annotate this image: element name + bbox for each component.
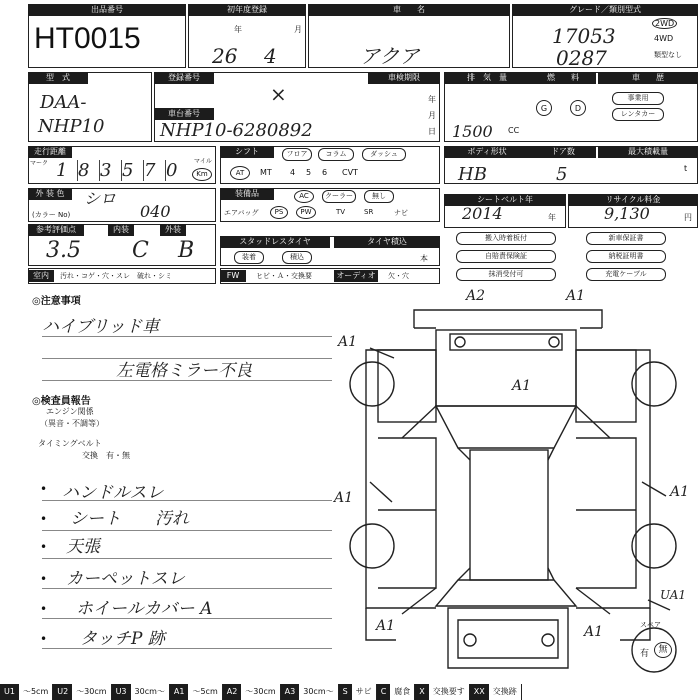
load-unit: t xyxy=(684,164,688,173)
grade-label: グレード／類別型式 xyxy=(512,4,698,16)
exterior-color: シロ xyxy=(84,189,117,208)
engine-sub: （異音・不調等） xyxy=(40,419,104,428)
fuel-label: 燃 料 xyxy=(530,72,596,84)
legend-value: 30cm～ xyxy=(299,684,338,700)
score-label: 参考評価点 xyxy=(28,224,84,236)
legend-key: U2 xyxy=(53,684,72,700)
rear-hatch xyxy=(448,608,568,668)
audio-cond: 欠・穴 xyxy=(388,272,409,280)
windshield xyxy=(436,406,576,448)
equip-airbag: エアバッグ xyxy=(224,209,259,217)
cc-unit: CC xyxy=(508,126,520,135)
remark-line: ハンドルスレ xyxy=(62,483,164,503)
audio-label: オーディオ xyxy=(334,270,378,282)
chassis-number: NHP10-6280892 xyxy=(160,120,313,141)
month-unit: 月 xyxy=(294,25,302,34)
recycle-label: リサイクル料金 xyxy=(568,194,698,206)
timing-label: タイミングベルト xyxy=(38,439,102,448)
legend-key: C xyxy=(377,684,391,700)
model-line1: DAA- xyxy=(40,92,87,113)
legend-key: A1 xyxy=(170,684,189,700)
mileage-digit: 0 xyxy=(166,160,178,181)
equip-navi: ナビ xyxy=(394,209,408,217)
color-code: 040 xyxy=(140,202,171,221)
plate-label: 登録番号 xyxy=(154,72,214,84)
damage-legend xyxy=(0,684,700,700)
type-number: 0287 xyxy=(556,46,607,70)
km-unit: Km xyxy=(192,168,212,181)
equip-tv: TV xyxy=(336,208,346,216)
inspect-day: 日 xyxy=(428,127,436,136)
chassis-label: 車台番号 xyxy=(154,108,214,120)
spare-no: 無 xyxy=(654,642,672,658)
disp-label: 排 気 量 xyxy=(444,72,530,84)
equip-label: 装備品 xyxy=(220,188,274,200)
hood xyxy=(436,330,576,406)
belt-year: 2014 xyxy=(462,204,503,223)
timing-sub: 交換 有・無 xyxy=(82,451,130,460)
shift-floor: フロア xyxy=(282,148,312,161)
plate-mark: × xyxy=(270,82,287,106)
displacement: 1500 xyxy=(452,122,493,141)
tire-unit: 本 xyxy=(420,254,428,263)
shift-mt: MT xyxy=(260,168,272,177)
tire-label: タイヤ積込 xyxy=(334,236,440,248)
inspect-year: 年 xyxy=(428,95,436,104)
doc-warranty: 新車保証書 xyxy=(586,232,666,245)
legend-value: ～30cm xyxy=(241,684,280,700)
interior-cond-label: 室内 xyxy=(28,270,54,282)
shift-5: 5 xyxy=(306,168,312,177)
doc-deregistration: 抹消受付可 xyxy=(456,268,556,281)
legend-key: S xyxy=(339,684,352,700)
fuel-diesel: D xyxy=(570,100,586,116)
equip-cooler: クーラー xyxy=(322,190,356,203)
shift-cvt: CVT xyxy=(342,168,358,177)
yen-unit: 円 xyxy=(684,213,692,222)
wheel-rear-right xyxy=(632,524,676,568)
shift-4: 4 xyxy=(290,168,296,177)
note-rule xyxy=(42,558,332,559)
equip-ac: AC xyxy=(294,190,314,203)
damage-mark-left-fender: A1 xyxy=(338,334,358,350)
caution-line: ハイブリッド車 xyxy=(42,317,160,337)
color-code-label: (カラー No) xyxy=(32,211,71,219)
mile-label: マイル xyxy=(194,158,212,165)
wheel-front-left xyxy=(350,362,394,406)
interior-grade: C xyxy=(132,238,149,263)
stud-label: スタッドレスタイヤ xyxy=(220,236,330,248)
color-label: 外 装 色 xyxy=(28,188,72,200)
note-rule xyxy=(42,648,332,649)
belt-label: シートベルト年 xyxy=(444,194,566,206)
exterior-label: 外装 xyxy=(160,224,186,236)
load-label: 最大積載量 xyxy=(598,146,698,158)
wheel-rear-left xyxy=(350,524,394,568)
bullet: • xyxy=(40,540,48,554)
engine-label: エンジン関係 xyxy=(46,407,94,416)
legend-value: 30cm～ xyxy=(131,684,170,700)
note-rule xyxy=(42,500,332,501)
mark-label: マーク xyxy=(30,160,49,167)
doc-tax: 納税証明書 xyxy=(586,250,666,263)
inspect-month: 月 xyxy=(428,111,436,120)
caution-label: ◎注意事項 xyxy=(32,296,81,307)
mileage-label: 走行距離 xyxy=(28,146,72,158)
right-doors xyxy=(576,438,636,588)
inspect-label: 車検期限 xyxy=(368,72,440,84)
bullet: • xyxy=(40,632,48,646)
legend-value: 腐食 xyxy=(390,684,415,700)
lot-number: HT0015 xyxy=(34,22,141,55)
body-label: ボディ形状 xyxy=(444,146,530,158)
year-unit: 年 xyxy=(234,25,242,34)
mileage-digits xyxy=(56,160,188,181)
body-type: HB xyxy=(458,164,487,185)
note-rule xyxy=(42,530,332,531)
note-rule xyxy=(42,380,332,381)
legend-key: XX xyxy=(470,684,489,700)
equip-none: 無し xyxy=(364,190,394,203)
roof xyxy=(470,450,548,580)
drive-4wd: 4WD xyxy=(654,34,674,43)
equip-ps: PS xyxy=(270,206,288,219)
damage-mark-rear-right: A1 xyxy=(584,624,604,640)
grade: 17053 xyxy=(552,24,616,48)
rear-window xyxy=(436,580,576,606)
mileage-digit: 3 xyxy=(100,160,122,181)
damage-mark-left-door: A1 xyxy=(334,490,354,506)
stud-loaded: 積込 xyxy=(282,251,312,264)
lot-label: 出品番号 xyxy=(28,4,186,16)
legend-value: 交換要す xyxy=(429,684,470,700)
reg-label: 初年度登録 xyxy=(188,4,306,16)
equip-pw: PW xyxy=(296,206,316,219)
recycle-fee: 9,130 xyxy=(604,204,650,223)
equip-sr: SR xyxy=(364,208,374,216)
reg-month: 4 xyxy=(264,44,277,68)
remark-line: カーペットスレ xyxy=(66,569,185,589)
exterior-grade: B xyxy=(178,238,195,263)
mileage-digit: 8 xyxy=(78,160,100,181)
damage-mark-rear-left: A1 xyxy=(376,618,396,634)
history-label: 車 歴 xyxy=(598,72,698,84)
fw-cond: ヒビ・Ａ・交換要 xyxy=(256,272,312,280)
spare-label: スペア xyxy=(640,621,661,629)
wheel-front-right xyxy=(632,362,676,406)
note-rule xyxy=(42,336,332,337)
stud-fitted: 装着 xyxy=(234,251,264,264)
remark-line: 天張 xyxy=(66,537,100,557)
bullet: • xyxy=(40,572,48,586)
legend-key: A2 xyxy=(223,684,242,700)
spare-yes: 有 xyxy=(640,649,650,659)
interior-cond: 汚れ・コゲ・穴・スレ 破れ・シミ xyxy=(60,272,172,280)
damage-mark-front: A2 xyxy=(466,288,486,304)
fw-label: FW xyxy=(220,270,246,282)
shift-at: AT xyxy=(230,166,250,180)
damage-mark-right-door: A1 xyxy=(670,484,690,500)
left-doors xyxy=(378,438,436,588)
mileage-digit: 1 xyxy=(56,160,78,181)
legend-key: X xyxy=(415,684,428,700)
shift-dash: ダッシュ xyxy=(362,148,406,161)
doc-insurance: 自賠責保険証 xyxy=(456,250,556,263)
inspector-label: ◎検査員報告 xyxy=(32,396,91,407)
remark-line: シート 汚れ xyxy=(70,509,189,529)
doc-charge-cable: 充電ケーブル xyxy=(586,268,666,281)
damage-mark-roof: A1 xyxy=(512,378,532,394)
legend-key: U1 xyxy=(0,684,19,700)
name-label: 車 名 xyxy=(308,4,510,16)
front-bumper xyxy=(414,310,602,328)
legend-value: 交換跡 xyxy=(489,684,522,700)
mileage-digit: 5 xyxy=(122,160,144,181)
damage-mark-front-right: A1 xyxy=(566,288,586,304)
belt-year-unit: 年 xyxy=(548,213,556,222)
legend-value: ～30cm xyxy=(72,684,111,700)
bullet: • xyxy=(40,482,48,496)
shift-label: シフト xyxy=(220,146,274,158)
shift-column: コラム xyxy=(318,148,354,161)
doc-arrival-plate: 搬入時着板付 xyxy=(456,232,556,245)
fuel-gasoline: G xyxy=(536,100,552,116)
remark-line: ホイールカバー A xyxy=(76,599,213,619)
caution-line: 左電格ミラー不良 xyxy=(116,361,252,381)
history-rental: レンタカー xyxy=(612,108,664,121)
damage-mark-rear-quarter: UA1 xyxy=(660,588,687,602)
note-rule xyxy=(42,618,332,619)
reg-year: 26 xyxy=(212,44,238,68)
note-rule xyxy=(42,588,332,589)
door-count: 5 xyxy=(556,164,568,185)
legend-key: A3 xyxy=(281,684,300,700)
drive-2wd: 2WD xyxy=(652,18,677,29)
history-business: 事業用 xyxy=(612,92,664,105)
bullet: • xyxy=(40,602,48,616)
shift-6: 6 xyxy=(322,168,328,177)
legend-value: ～5cm xyxy=(19,684,53,700)
body-outline xyxy=(366,350,436,608)
bullet: • xyxy=(40,512,48,526)
drive-none: 類型なし xyxy=(654,51,682,59)
car-name: アクア xyxy=(360,44,420,68)
legend-value: サビ xyxy=(352,684,377,700)
model-label: 型 式 xyxy=(28,72,88,84)
model-line2: NHP10 xyxy=(38,116,105,137)
interior-label: 内装 xyxy=(108,224,134,236)
legend-key: U3 xyxy=(112,684,131,700)
legend-value: ～5cm xyxy=(188,684,222,700)
mileage-digit: 7 xyxy=(144,160,166,181)
score: 3.5 xyxy=(46,238,81,263)
remark-line: タッチP 跡 xyxy=(80,629,165,649)
windshield-vent xyxy=(450,334,562,350)
door-label: ドア数 xyxy=(530,146,596,158)
